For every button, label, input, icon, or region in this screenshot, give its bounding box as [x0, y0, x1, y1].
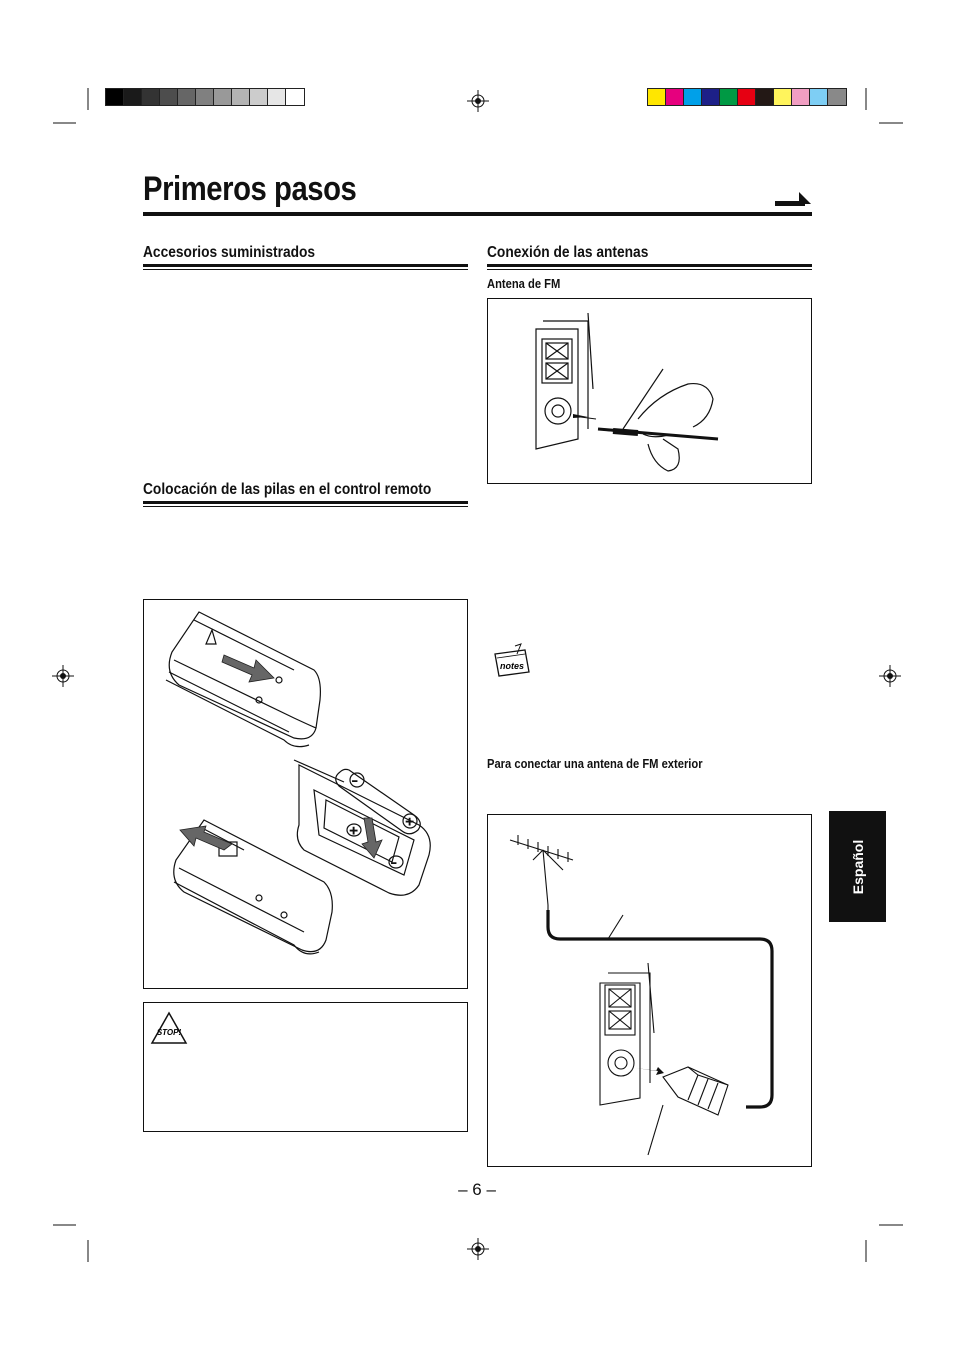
- fm-antenna-figure: [487, 298, 812, 484]
- gray-swatch: [142, 89, 160, 105]
- fm-antenna-illustration: [488, 299, 813, 485]
- gray-swatch: [160, 89, 178, 105]
- antennas-rule: [487, 264, 812, 267]
- color-swatch: [756, 89, 774, 105]
- slide-open-arrow-icon: [222, 655, 274, 682]
- antennas-rule-thin: [487, 269, 812, 270]
- gray-swatch: [268, 89, 286, 105]
- color-swatch: [810, 89, 828, 105]
- grayscale-strip: [105, 88, 305, 106]
- registration-target-right: [879, 665, 901, 687]
- registration-target-bottom: [467, 1238, 489, 1260]
- color-swatch: [720, 89, 738, 105]
- color-swatch: [702, 89, 720, 105]
- insert-battery-arrow-icon: [362, 818, 382, 858]
- outdoor-antenna-subheading: Para conectar una antena de FM exterior: [487, 756, 703, 771]
- outdoor-antenna-figure: [487, 814, 812, 1167]
- remote-battery-illustration: [144, 600, 469, 990]
- title-rule: [143, 212, 812, 216]
- color-swatch: [828, 89, 846, 105]
- gray-swatch: [232, 89, 250, 105]
- antennas-heading: Conexión de las antenas: [487, 244, 649, 261]
- fm-antenna-subheading: Antena de FM: [487, 276, 561, 291]
- caution-box: [143, 1002, 468, 1132]
- gray-swatch: [124, 89, 142, 105]
- color-swatch: [684, 89, 702, 105]
- gray-swatch: [106, 89, 124, 105]
- continue-arrow-icon: [775, 190, 811, 208]
- gray-swatch: [214, 89, 232, 105]
- color-swatch: [648, 89, 666, 105]
- color-strip: [647, 88, 847, 106]
- batteries-heading: Colocación de las pilas en el control remoto: [143, 481, 432, 498]
- battery-installation-figure: [143, 599, 468, 989]
- accessories-heading: Accesorios suministrados: [143, 244, 316, 261]
- svg-text:–: –: [391, 856, 397, 869]
- svg-text:–: –: [352, 774, 358, 787]
- outdoor-antenna-illustration: [488, 815, 813, 1168]
- batteries-rule-thin: [143, 506, 468, 507]
- gray-swatch: [250, 89, 268, 105]
- language-tab: [829, 811, 886, 922]
- batteries-rule: [143, 501, 468, 504]
- stop-icon: [150, 1011, 188, 1045]
- gray-swatch: [286, 89, 304, 105]
- registration-target-top: [467, 90, 489, 112]
- language-tab-label: Español: [849, 839, 866, 894]
- notes-icon: [491, 644, 533, 678]
- page-number: – 6 –: [458, 1180, 496, 1199]
- svg-text:+: +: [405, 815, 415, 828]
- svg-text:+: +: [349, 824, 359, 837]
- page-title: Primeros pasos: [143, 170, 357, 208]
- gray-swatch: [178, 89, 196, 105]
- stop-icon-label: STOP!: [156, 1028, 182, 1037]
- registration-target-left: [52, 665, 74, 687]
- color-swatch: [792, 89, 810, 105]
- gray-swatch: [196, 89, 214, 105]
- color-swatch: [774, 89, 792, 105]
- notes-icon-label: notes: [499, 661, 525, 671]
- accessories-rule-thin: [143, 269, 468, 270]
- color-swatch: [738, 89, 756, 105]
- color-swatch: [666, 89, 684, 105]
- accessories-rule: [143, 264, 468, 267]
